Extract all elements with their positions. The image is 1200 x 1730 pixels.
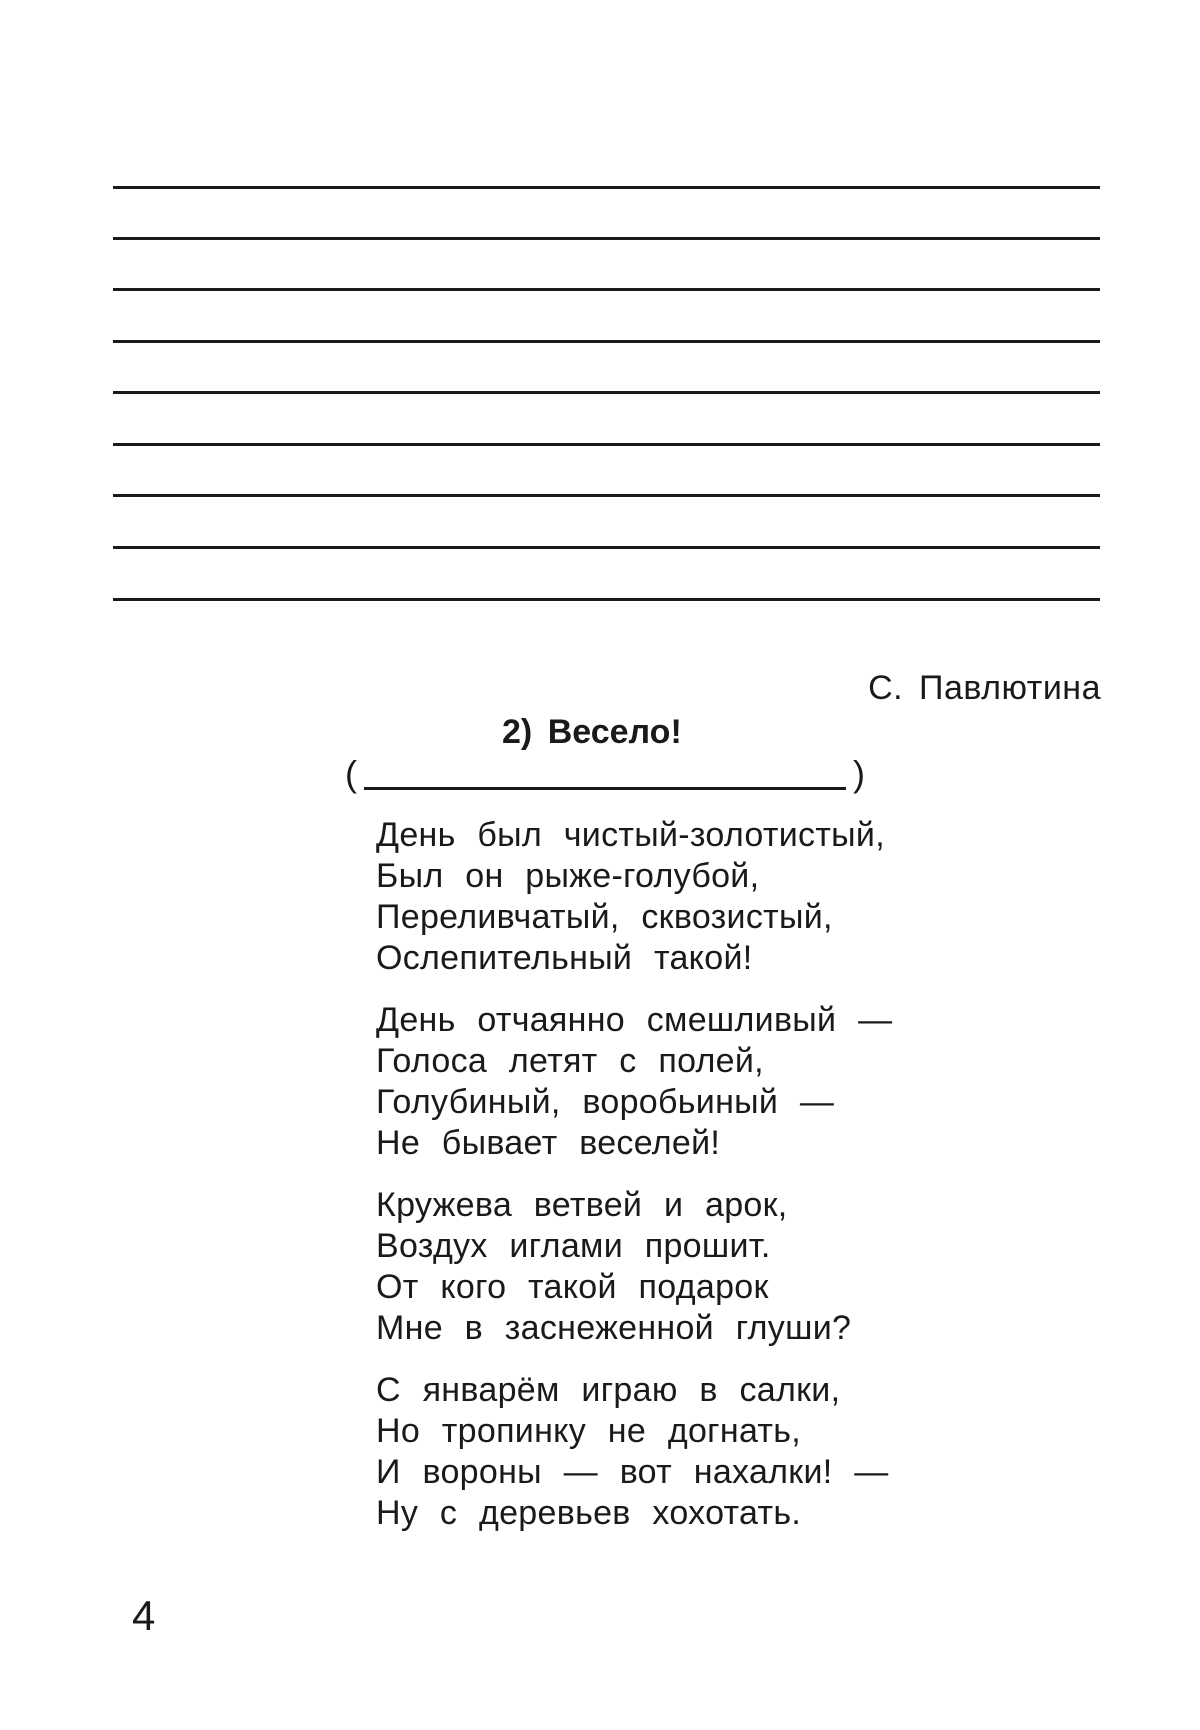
poem-number: 2): [502, 713, 533, 751]
close-parenthesis: ): [853, 753, 865, 794]
verse-line: Переливчатый, сквозистый,: [376, 898, 833, 936]
writing-line[interactable]: [113, 391, 1100, 394]
verse-line: Голубиный, воробьиный —: [376, 1083, 835, 1121]
verse-line: День был чистый-золотистый,: [376, 816, 885, 854]
poem-body: [376, 815, 996, 1555]
verse-line: С январём играю в салки,: [376, 1371, 841, 1409]
poem-title: [502, 713, 682, 752]
writing-line[interactable]: [113, 186, 1100, 189]
verse-line: Голоса летят с полей,: [376, 1042, 764, 1080]
verse-line: Был он рыже-голубой,: [376, 857, 760, 895]
verse-line: И вороны — вот нахалки! —: [376, 1453, 889, 1491]
verse-line: День отчаянно смешливый —: [376, 1001, 893, 1039]
writing-line[interactable]: [113, 288, 1100, 291]
title-blank-field[interactable]: [345, 753, 865, 797]
blank-underline: [364, 787, 846, 790]
writing-line[interactable]: [113, 443, 1100, 446]
stanza: [376, 1370, 996, 1534]
stanza: [376, 815, 996, 979]
stanza: [376, 1185, 996, 1349]
writing-line[interactable]: [113, 546, 1100, 549]
open-parenthesis: (: [345, 753, 357, 794]
poem-title-text: Весело!: [547, 713, 682, 751]
verse-line: Но тропинку не догнать,: [376, 1412, 802, 1450]
writing-line[interactable]: [113, 598, 1100, 601]
page-number: 4: [132, 1592, 156, 1639]
verse-line: Не бывает веселей!: [376, 1124, 721, 1162]
stanza: [376, 1000, 996, 1164]
verse-line: Мне в заснеженной глуши?: [376, 1309, 852, 1347]
writing-line[interactable]: [113, 340, 1100, 343]
writing-line[interactable]: [113, 494, 1100, 497]
poem-author: С. Павлютина: [868, 669, 1101, 707]
verse-line: Ну с деревьев хохотать.: [376, 1494, 802, 1532]
verse-line: От кого такой подарок: [376, 1268, 769, 1306]
verse-line: Ослепительный такой!: [376, 939, 753, 977]
verse-line: Кружева ветвей и арок,: [376, 1186, 788, 1224]
verse-line: Воздух иглами прошит.: [376, 1227, 771, 1265]
answer-writing-lines: [113, 0, 1100, 620]
writing-line[interactable]: [113, 237, 1100, 240]
